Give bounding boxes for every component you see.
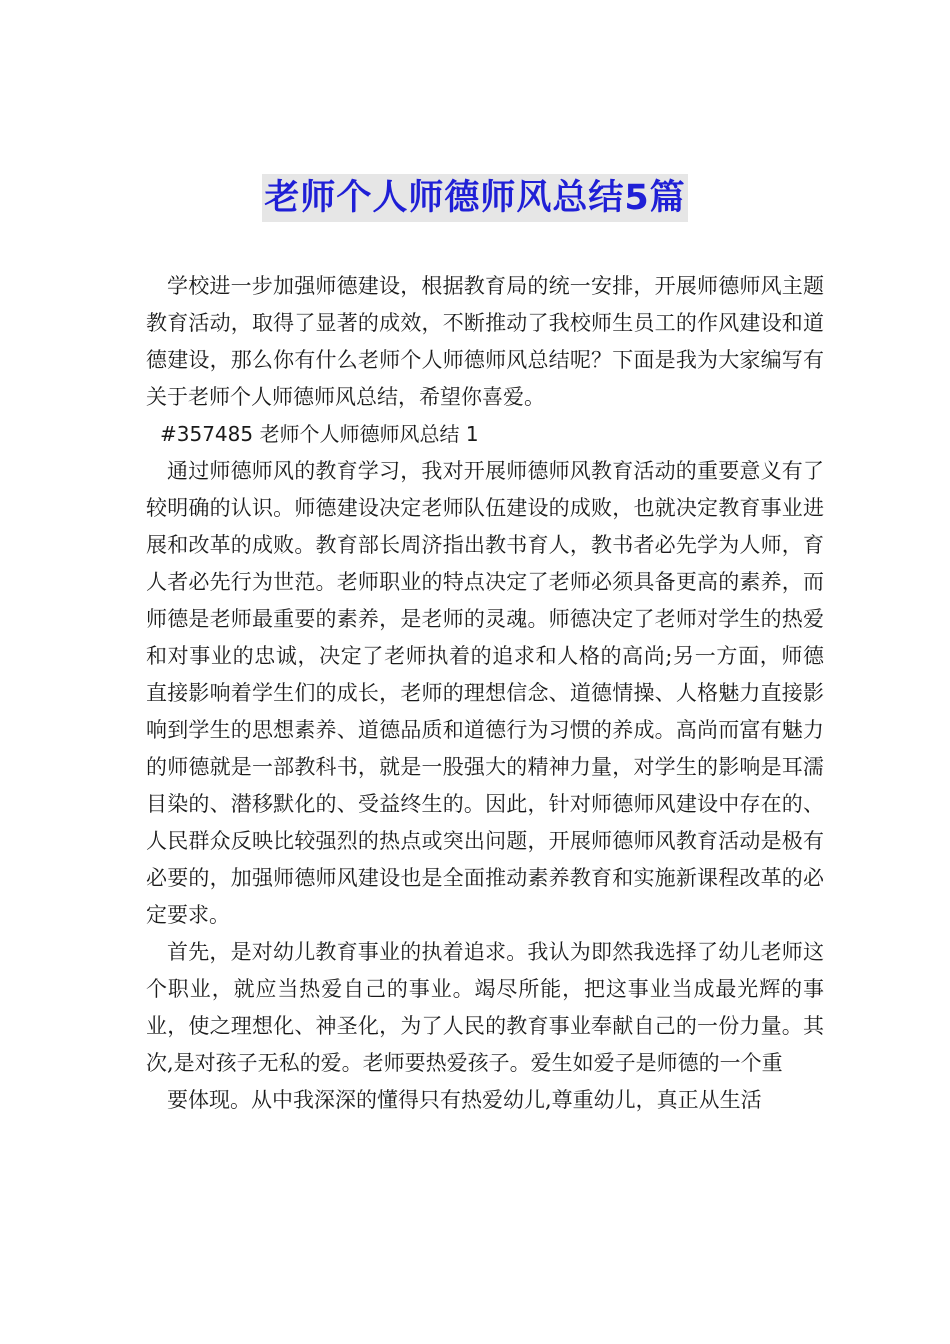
title-container xyxy=(0,174,950,222)
section-heading: #357485 老师个人师德师风总结 1 xyxy=(160,422,479,446)
document-title: 老师个人师德师风总结5篇 xyxy=(262,174,687,222)
body-paragraph: 要体现。从中我深深的懂得只有热爱幼儿,尊重幼儿，真正从生活 xyxy=(167,1088,762,1112)
intro-paragraph: 学校进一步加强师德建设，根据教育局的统一安排，开展师德师风主题教育活动，取得了显著的成效，不断推动了我校师生员工的作风建设和道德建设，那么你有什么老师个人师德师风总结呢？下面是我为大家编写有关于老师个人师德师风总结，希望你喜爱。 xyxy=(146,274,824,409)
body-paragraph: 首先，是对幼儿教育事业的执着追求。我认为即然我选择了幼儿老师这个职业，就应当热爱自己的事业。竭尽所能，把这事业当成最光辉的事业，使之理想化、神圣化，为了人民的教育事业奉献自己的一份力量。其次,是对孩子无私的爱。老师要热爱孩子。爱生如爱子是师德的一个重 xyxy=(146,940,824,1075)
document-body xyxy=(146,268,824,1119)
body-paragraph: 通过师德师风的教育学习，我对开展师德师风教育活动的重要意义有了较明确的认识。师德建设决定老师队伍建设的成败，也就决定教育事业进展和改革的成败。教育部长周济指出教书育人，教书者必先学为人师，育人者必先行为世范。老师职业的特点决定了老师必须具备更高的素养，而师德是老师最重要的素养，是老师的灵魂。师德决定了老师对学生的热爱和对事业的忠诚，决定了老师执着的追求和人格的高尚;另一方面，师德直接影响着学生们的成长，老师的理想信念、道德情操、人格魅力直接影响到学生的思想素养、道德品质和道德行为习惯的养成。高尚而富有魅力的师德就是一部教科书，就是一股强大的精神力量，对学生的影响是耳濡目染的、潜移默化的、受益终生的。因此，针对师德师风建设中存在的、人民群众反映比较强烈的热点或突出问题，开展师德师风教育活动是极有必要的，加强师德师风建设也是全面推动素养教育和实施新课程改革的必定要求。 xyxy=(146,459,824,927)
